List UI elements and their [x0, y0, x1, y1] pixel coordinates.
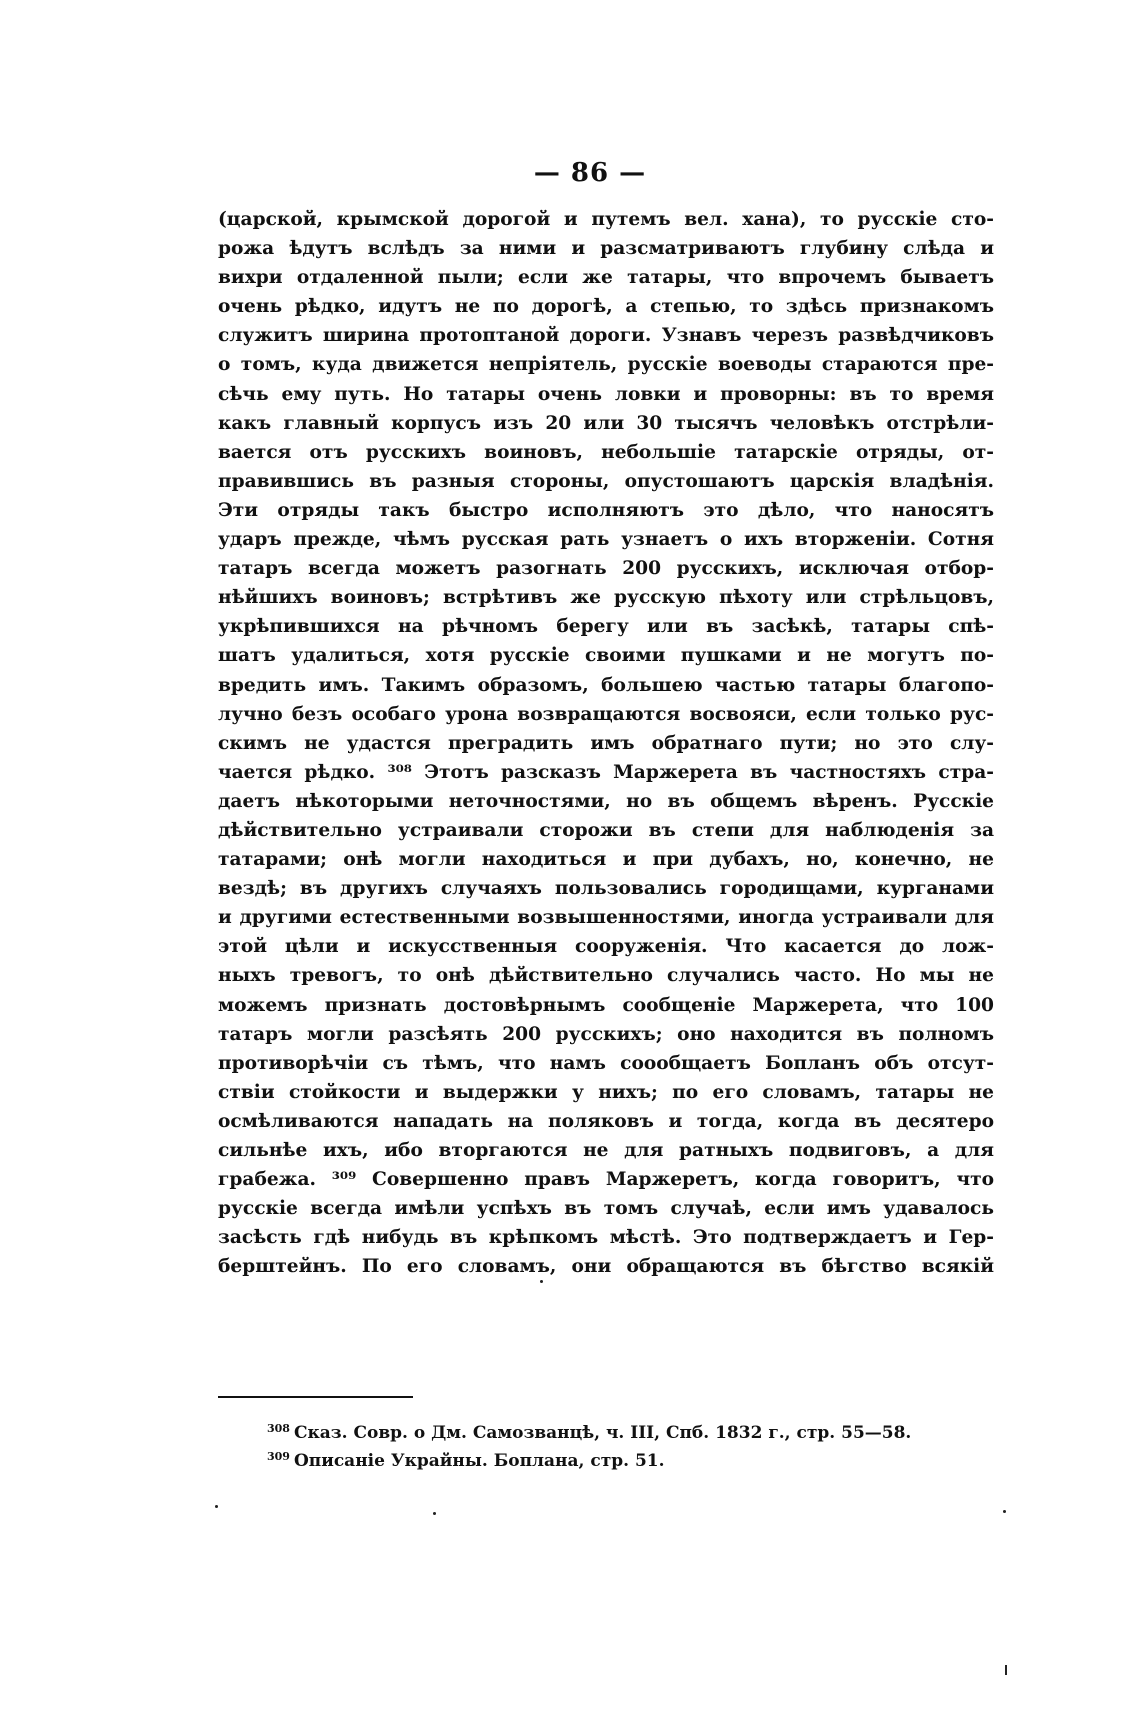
text-line: ныхъ тревогъ, то онѣ дѣйствительно случались часто. Но мы не — [218, 965, 994, 987]
print-speck — [433, 1512, 436, 1515]
text-line: татаръ могли разсѣять 200 русскихъ; оно находится въ полномъ — [218, 1023, 994, 1045]
text-line: татарами; онѣ могли находиться и при дубахъ, но, конечно, не — [218, 849, 994, 871]
text-line: дѣйствительно устраивали сторожи въ степи для наблюденія за — [218, 819, 994, 841]
text-line: какъ главный корпусъ изъ 20 или 30 тысячъ человѣкъ отстрѣли- — [218, 412, 994, 434]
text-line: ударъ прежде, чѣмъ русская рать узнаетъ о ихъ вторженіи. Сотня — [218, 529, 994, 551]
text-line: вездѣ; въ другихъ случаяхъ пользовались городищами, курганами — [218, 878, 994, 900]
text-line: вредить имъ. Такимъ образомъ, большею частью татары благопо- — [218, 674, 994, 696]
footnote-text: Описаніе Украйны. Боплана, стр. 51. — [293, 1451, 665, 1471]
footnote-text: Сказ. Совр. о Дм. Самозванцѣ, ч. III, Спб. 1832 г., стр. 55—58. — [293, 1423, 912, 1443]
text-line: лучно безъ особаго урона возвращаются восвояси, если только рус- — [218, 703, 994, 725]
print-speck — [1005, 1665, 1007, 1675]
text-line: татаръ всегда можетъ разогнать 200 русскихъ, исключая отбор- — [218, 558, 994, 580]
text-line: рожа ѣдутъ вслѣдъ за ними и разсматриваютъ глубину слѣда и — [218, 238, 994, 260]
text-line: Эти отряды такъ быстро исполняютъ это дѣло, что наносятъ — [218, 499, 994, 521]
text-line: скимъ не удастся преградить имъ обратнаго пути; но это слу- — [218, 732, 994, 754]
text-line: шатъ удалиться, хотя русскіе своими пушками и не могутъ по- — [218, 645, 994, 667]
text-line: сильнѣе ихъ, ибо вторгаются не для ратныхъ подвиговъ, а для — [218, 1140, 994, 1161]
footnote — [267, 1443, 967, 1471]
text-line: служитъ ширина протоптаной дороги. Узнавъ черезъ развѣдчиковъ — [218, 325, 994, 347]
print-speck — [215, 1505, 218, 1508]
text-line: укрѣпившихся на рѣчномъ берегу или въ засѣкѣ, татары спѣ- — [218, 616, 994, 638]
text-line: чается рѣдко. ³⁰⁸ Этотъ разсказъ Маржерета въ частностяхъ стра- — [218, 761, 994, 783]
text-line: осмѣливаются нападать на поляковъ и тогда, когда въ десятеро — [218, 1110, 994, 1132]
text-line: этой цѣли и искусственныя сооруженія. Что касается до лож- — [218, 936, 994, 958]
text-line: о томъ, куда движется непріятель, русскіе воеводы стараются пре- — [218, 354, 994, 376]
page-number: — 86 — — [533, 158, 647, 188]
text-line: даетъ нѣкоторыми неточностями, но въ общемъ вѣренъ. Русскіе — [218, 790, 994, 812]
text-line: очень рѣдко, идутъ не по дорогѣ, а степью, то здѣсь признакомъ — [218, 296, 994, 318]
text-line: берштейнъ. По его словамъ, они обращаются въ бѣгство всякій — [218, 1256, 994, 1278]
footnotes — [267, 1415, 967, 1471]
text-line: русскіе всегда имѣли успѣхъ въ томъ случаѣ, если имъ удавалось — [218, 1198, 994, 1220]
text-line: правившись въ разныя стороны, опустошаютъ царскія владѣнія. — [218, 470, 994, 492]
text-line: грабежа. ³⁰⁹ Совершенно правъ Маржеретъ, когда говоритъ, что — [218, 1169, 994, 1191]
footnote-mark: 308 — [267, 1422, 290, 1435]
text-line: и другими естественными возвышенностями, иногда устраивали для — [218, 907, 994, 929]
text-line: нѣйшихъ воиновъ; встрѣтивъ же русскую пѣхоту или стрѣльцовъ, — [218, 587, 994, 609]
body-text — [218, 205, 994, 1281]
text-line: (царской, крымской дорогой и путемъ вел. хана), то русскіе сто- — [218, 209, 994, 230]
print-speck — [1003, 1510, 1006, 1513]
footnote-mark: 309 — [267, 1450, 290, 1463]
text-line: вихри отдаленной пыли; если же татары, что впрочемъ бываетъ — [218, 267, 994, 289]
text-line: сѣчь ему путь. Но татары очень ловки и проворны: въ то время — [218, 383, 994, 405]
text-line: ствіи стойкости и выдержки у нихъ; по его словамъ, татары не — [218, 1081, 994, 1103]
footnote — [267, 1415, 967, 1443]
footnote-divider — [218, 1396, 413, 1398]
text-line: противорѣчіи съ тѣмъ, что намъ соообщаетъ Бопланъ объ отсут- — [218, 1052, 994, 1074]
text-line: вается отъ русскихъ воиновъ, небольшіе татарскіе отряды, от- — [218, 441, 994, 463]
text-line: засѣсть гдѣ нибудь въ крѣпкомъ мѣстѣ. Это подтверждаетъ и Гер- — [218, 1227, 994, 1249]
print-speck — [540, 1280, 543, 1283]
text-line: можемъ признать достовѣрнымъ сообщеніе Маржерета, что 100 — [218, 994, 994, 1016]
